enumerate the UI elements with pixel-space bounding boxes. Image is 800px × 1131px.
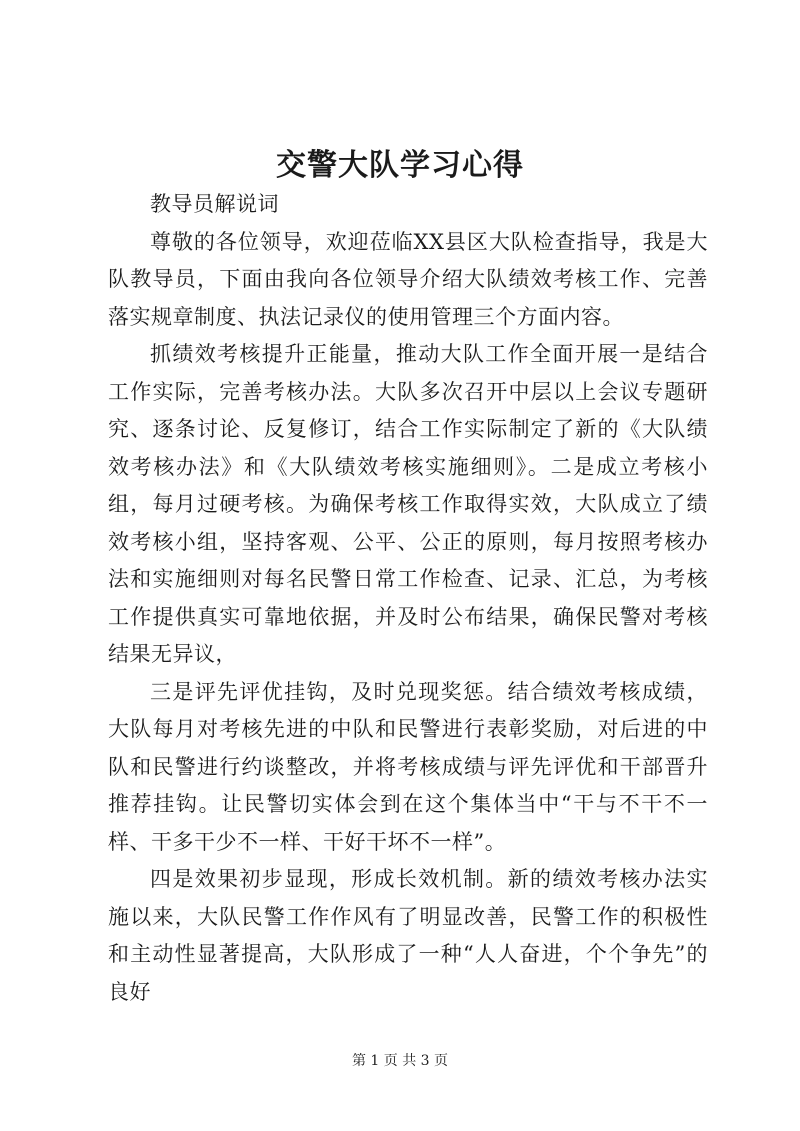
paragraph-subtitle: 教导员解说词 [150, 192, 279, 216]
paragraph-rewards-penalties: 三是评先评优挂钩，及时兑现奖惩。结合绩效考核成绩，大队每月对考核先进的中队和民警进行表彰奖励，对后进的中队和民警进行约谈整改，并将考核成绩与评先评优和干部晋升推荐挂钩。让民警切实体会到在这个集体当中“干与不干不一样、干多干少不一样、干好干坏不一样”。 [108, 679, 708, 854]
document-body [108, 186, 708, 1011]
paragraph-results: 四是效果初步显现，形成长效机制。新的绩效考核办法实施以来，大队民警工作作风有了明显改善，民警工作的积极性和主动性显著提高，大队形成了一种“人人奋进，个个争先”的良好 [108, 867, 708, 1004]
paragraph-performance-assessment: 抓绩效考核提升正能量，推动大队工作全面开展一是结合工作实际，完善考核办法。大队多次召开中层以上会议专题研究、逐条讨论、反复修订，结合工作实际制定了新的《大队绩效考核办法》和《大队绩效考核实施细则》。二是成立考核小组，每月过硬考核。为确保考核工作取得实效，大队成立了绩效考核小组，坚持客观、公平、公正的原则，每月按照考核办法和实施细则对每名民警日常工作检查、记录、汇总，为考核工作提供真实可靠地依据，并及时公布结果，确保民警对考核结果无异议， [108, 342, 708, 666]
page-number-footer: 第 1 页 共 3 页 [351, 1053, 449, 1069]
page-title: 交警大队学习心得 [276, 148, 524, 183]
paragraph-greeting: 尊敬的各位领导，欢迎莅临XX县区大队检查指导，我是大队教导员，下面由我向各位领导介绍大队绩效考核工作、完善落实规章制度、执法记录仪的使用管理三个方面内容。 [108, 229, 708, 329]
